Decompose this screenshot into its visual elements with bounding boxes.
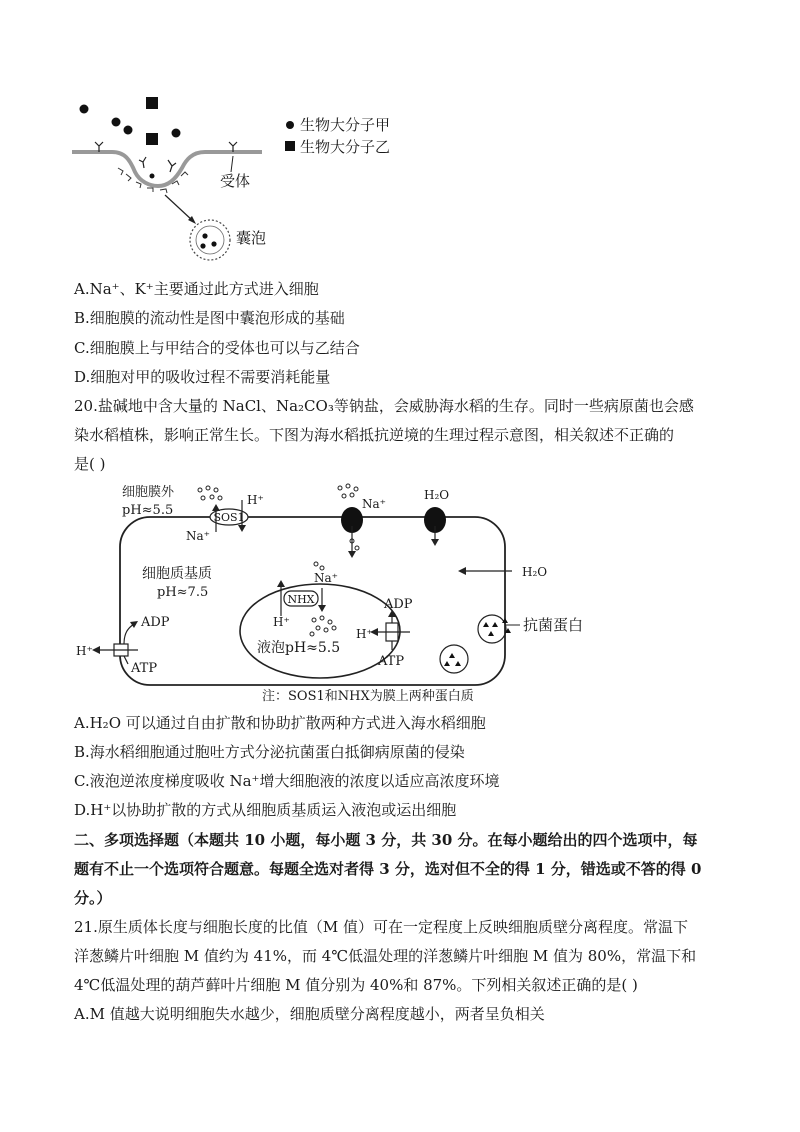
nhx-label: NHX xyxy=(287,593,315,606)
q20-stem-line1: 20.盐碱地中含大量的 NaCl、Na₂CO₃等钠盐，会威胁海水稻的生存。同时一些病原菌也会感 xyxy=(74,397,694,415)
macromolecule-a xyxy=(80,105,89,114)
cytoplasm-ph: pH≈7.5 xyxy=(157,585,209,600)
rice-cell-diagram xyxy=(0,478,800,708)
h2o-label: H₂O xyxy=(424,488,450,502)
na-plus-label: Na⁺ xyxy=(314,571,338,585)
q20-stem-line3: 是( ) xyxy=(74,455,106,473)
legend-square-icon xyxy=(285,141,295,151)
atp-label: ATP xyxy=(131,661,158,676)
antibacterial-label: 抗菌蛋白 xyxy=(523,616,584,634)
legend-a-label: 生物大分子甲 xyxy=(300,116,391,134)
legend-circle-icon xyxy=(286,121,294,129)
na-dots xyxy=(198,486,222,500)
macromolecule-b xyxy=(146,97,158,109)
h2o-label: H₂O xyxy=(522,565,548,579)
h-plus-label: H⁺ xyxy=(247,493,264,507)
endocytosis-diagram xyxy=(0,0,800,280)
section2-header-line1: 二、多项选择题（本题共 10 小题，每小题 3 分，共 30 分。在每小题给出的四个选项中，每 xyxy=(74,831,698,849)
h-plus-label: H⁺ xyxy=(76,644,93,658)
vesicle xyxy=(190,220,230,260)
macromolecule-b xyxy=(146,133,158,145)
h-plus-label: H⁺ xyxy=(356,627,373,641)
macromolecule-a xyxy=(124,126,133,135)
q20-option-a: A.H₂O 可以通过自由扩散和协助扩散两种方式进入海水稻细胞 xyxy=(74,714,486,732)
q19-option-a: A.Na⁺、K⁺主要通过此方式进入细胞 xyxy=(74,280,319,298)
receptor-label: 受体 xyxy=(220,172,251,190)
q20-option-c: C.液泡逆浓度梯度吸收 Na⁺增大细胞液的浓度以适应高浓度环境 xyxy=(74,772,500,790)
q19-option-b: B.细胞膜的流动性是图中囊泡形成的基础 xyxy=(74,309,345,327)
vacuole-label: 液泡pH≈5.5 xyxy=(257,640,341,656)
q19-option-c: C.细胞膜上与甲结合的受体也可以与乙结合 xyxy=(74,339,360,357)
adp-label: ADP xyxy=(141,615,170,630)
secretory-vesicle xyxy=(440,645,468,673)
macromolecule-a xyxy=(172,129,181,138)
q19-option-d: D.细胞对甲的吸收过程不需要消耗能量 xyxy=(74,368,331,386)
section2-header-line2: 题有不止一个选项符合题意。每题全选对者得 3 分，选对但不全的得 1 分，错选或不答的得 0 xyxy=(74,860,702,878)
secretory-vesicle xyxy=(478,615,506,643)
atp-label: ATP xyxy=(378,654,405,669)
figure-note: 注：SOS1和NHX为膜上两种蛋白质 xyxy=(262,689,474,704)
na-plus-label: Na⁺ xyxy=(362,497,386,511)
q20-stem-line2: 染水稻植株，影响正常生长。下图为海水稻抵抗逆境的生理过程示意图，相关叙述不正确的 xyxy=(74,426,675,444)
q21-stem-line3: 4℃低温处理的葫芦藓叶片细胞 M 值分别为 40%和 87%。下列相关叙述正确的是( ) xyxy=(74,976,638,994)
legend-b-label: 生物大分子乙 xyxy=(300,138,391,156)
macromolecule-a xyxy=(112,118,121,127)
q21-stem-line1: 21.原生质体长度与细胞长度的比值（M 值）可在一定程度上反映细胞质壁分离程度。常温下 xyxy=(74,918,688,936)
q20-option-b: B.海水稻细胞通过胞吐方式分泌抗菌蛋白抵御病原菌的侵染 xyxy=(74,743,465,761)
q21-option-a: A.M 值越大说明细胞失水越少，细胞质壁分离程度越小，两者呈负相关 xyxy=(74,1005,545,1023)
h-plus-label: H⁺ xyxy=(273,615,290,629)
vesicle-label: 囊泡 xyxy=(236,229,267,247)
adp-label: ADP xyxy=(384,597,413,612)
na-plus-label: Na⁺ xyxy=(186,529,210,543)
q21-stem-line2: 洋葱鳞片叶细胞 M 值约为 41%，而 4℃低温处理的洋葱鳞片叶细胞 M 值为 80%，常温下和 xyxy=(74,947,697,965)
receptor-icon xyxy=(95,142,237,172)
outside-ph: pH≈5.5 xyxy=(122,503,174,518)
sos1-label: SOS1 xyxy=(213,511,245,524)
outside-label: 细胞膜外 xyxy=(122,485,175,500)
cytoplasm-label: 细胞质基质 xyxy=(142,566,212,582)
q20-option-d: D.H⁺以协助扩散的方式从细胞质基质运入液泡或运出细胞 xyxy=(74,801,457,819)
section2-header-line3: 分。） xyxy=(74,889,112,907)
